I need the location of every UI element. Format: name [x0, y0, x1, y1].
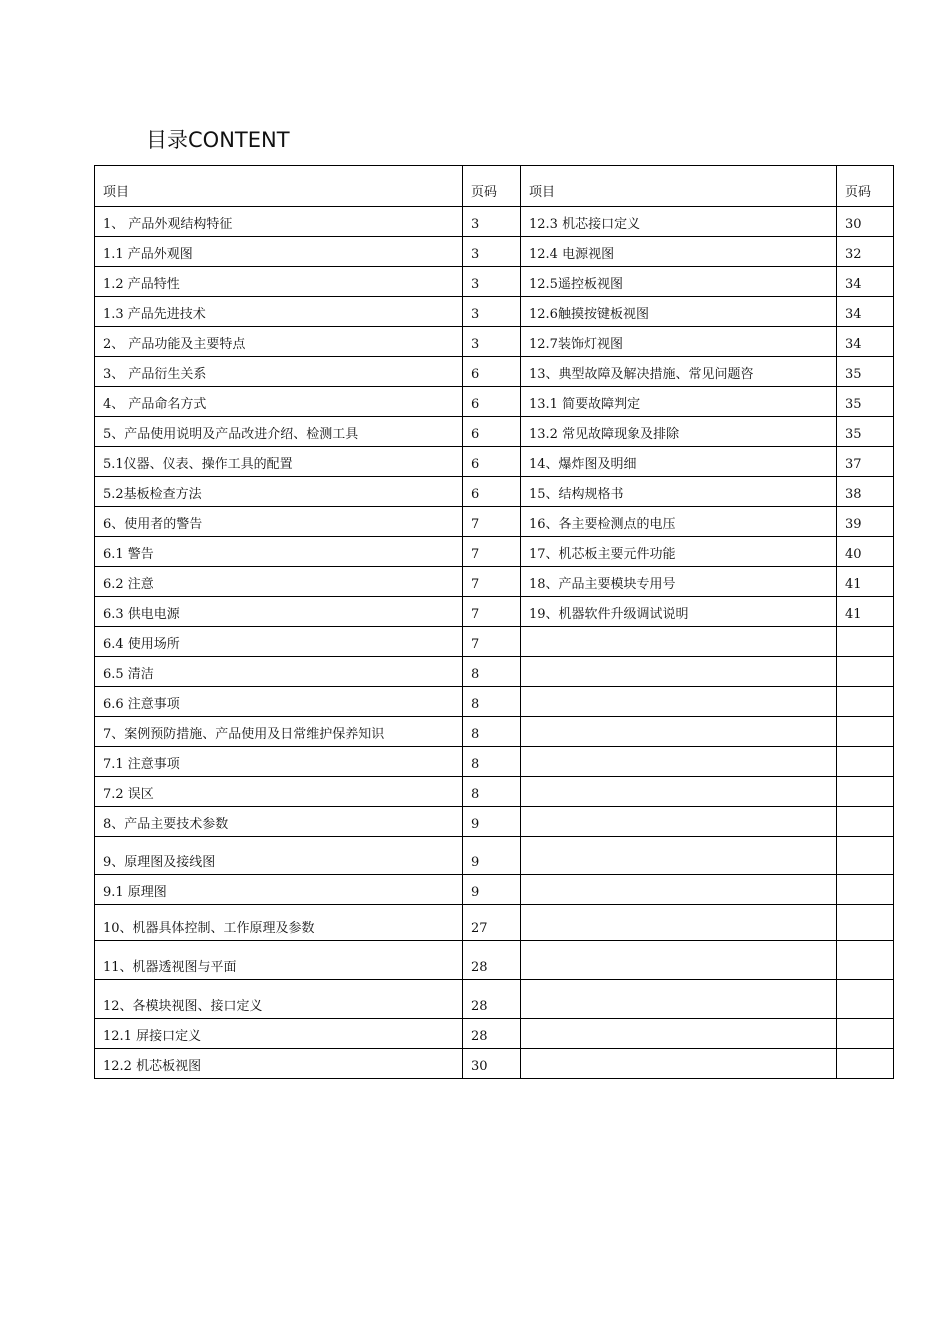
toc-cell-left-page: 3 [463, 327, 521, 357]
toc-cell-right-page [837, 1049, 894, 1079]
toc-cell-right-item [521, 837, 837, 875]
toc-cell-left-page: 28 [463, 941, 521, 980]
toc-cell-right-page: 40 [837, 537, 894, 567]
toc-cell-left-item: 12.2 机芯板视图 [95, 1049, 463, 1079]
toc-cell-right-item [521, 807, 837, 837]
toc-cell-left-page: 9 [463, 875, 521, 905]
toc-cell-left-page: 7 [463, 627, 521, 657]
header-item-left: 项目 [95, 166, 463, 207]
toc-cell-right-item [521, 1049, 837, 1079]
toc-cell-right-page: 34 [837, 327, 894, 357]
toc-row [95, 905, 894, 941]
toc-row [95, 237, 894, 267]
toc-cell-right-page: 34 [837, 267, 894, 297]
toc-cell-left-item: 1、 产品外观结构特征 [95, 207, 463, 237]
toc-cell-right-page [837, 941, 894, 980]
toc-cell-left-page: 8 [463, 657, 521, 687]
toc-cell-right-page: 35 [837, 357, 894, 387]
toc-cell-right-item: 12.6触摸按键板视图 [521, 297, 837, 327]
toc-cell-right-item: 12.5遥控板视图 [521, 267, 837, 297]
toc-cell-right-page [837, 657, 894, 687]
toc-row [95, 357, 894, 387]
toc-row [95, 297, 894, 327]
toc-cell-right-page [837, 717, 894, 747]
toc-cell-left-page: 30 [463, 1049, 521, 1079]
toc-cell-left-page: 27 [463, 905, 521, 941]
toc-row [95, 507, 894, 537]
toc-cell-left-item: 1.3 产品先进技术 [95, 297, 463, 327]
toc-cell-right-item [521, 875, 837, 905]
toc-row [95, 837, 894, 875]
toc-cell-right-page [837, 777, 894, 807]
toc-cell-left-page: 8 [463, 717, 521, 747]
toc-row [95, 747, 894, 777]
toc-cell-left-page: 28 [463, 980, 521, 1019]
toc-cell-right-item [521, 687, 837, 717]
toc-row [95, 417, 894, 447]
toc-cell-right-item: 19、机器软件升级调试说明 [521, 597, 837, 627]
toc-cell-right-page [837, 905, 894, 941]
header-page-left: 页码 [463, 166, 521, 207]
toc-header-row [95, 166, 894, 207]
toc-row [95, 657, 894, 687]
toc-cell-right-item [521, 747, 837, 777]
toc-cell-right-page: 39 [837, 507, 894, 537]
toc-cell-right-page: 41 [837, 567, 894, 597]
toc-cell-left-item: 6.4 使用场所 [95, 627, 463, 657]
toc-cell-right-item: 14、爆炸图及明细 [521, 447, 837, 477]
toc-cell-left-page: 8 [463, 747, 521, 777]
toc-row [95, 807, 894, 837]
toc-table [94, 165, 894, 1079]
toc-row [95, 387, 894, 417]
toc-cell-left-page: 3 [463, 237, 521, 267]
header-page-right: 页码 [837, 166, 894, 207]
toc-cell-left-item: 6.3 供电电源 [95, 597, 463, 627]
toc-cell-left-page: 6 [463, 417, 521, 447]
toc-cell-right-item: 12.7装饰灯视图 [521, 327, 837, 357]
toc-cell-left-item: 6.5 清洁 [95, 657, 463, 687]
toc-cell-right-item [521, 941, 837, 980]
toc-cell-right-page: 41 [837, 597, 894, 627]
toc-cell-right-page [837, 980, 894, 1019]
toc-row [95, 447, 894, 477]
toc-cell-right-item: 18、产品主要模块专用号 [521, 567, 837, 597]
toc-row [95, 980, 894, 1019]
toc-cell-right-page: 34 [837, 297, 894, 327]
toc-cell-left-item: 11、机器透视图与平面 [95, 941, 463, 980]
page-title: 目录CONTENT [146, 128, 290, 152]
toc-cell-left-page: 6 [463, 447, 521, 477]
toc-cell-right-page [837, 627, 894, 657]
toc-cell-right-item [521, 657, 837, 687]
toc-row [95, 687, 894, 717]
toc-cell-left-page: 3 [463, 267, 521, 297]
toc-row [95, 267, 894, 297]
toc-cell-right-item [521, 905, 837, 941]
toc-cell-left-page: 28 [463, 1019, 521, 1049]
toc-cell-left-page: 6 [463, 387, 521, 417]
toc-row [95, 477, 894, 507]
toc-cell-right-item: 13.2 常见故障现象及排除 [521, 417, 837, 447]
toc-cell-left-page: 7 [463, 507, 521, 537]
toc-cell-left-item: 12、各模块视图、接口定义 [95, 980, 463, 1019]
toc-cell-right-page [837, 837, 894, 875]
toc-row [95, 1019, 894, 1049]
toc-row [95, 941, 894, 980]
toc-cell-right-item: 17、机芯板主要元件功能 [521, 537, 837, 567]
toc-cell-right-item [521, 627, 837, 657]
toc-cell-right-page [837, 1019, 894, 1049]
toc-cell-left-item: 5.1仪器、仪表、操作工具的配置 [95, 447, 463, 477]
toc-cell-left-item: 1.2 产品特性 [95, 267, 463, 297]
toc-row [95, 717, 894, 747]
toc-cell-right-page: 37 [837, 447, 894, 477]
toc-cell-right-item [521, 717, 837, 747]
toc-cell-left-page: 8 [463, 687, 521, 717]
toc-cell-left-item: 4、 产品命名方式 [95, 387, 463, 417]
toc-cell-left-item: 7.1 注意事项 [95, 747, 463, 777]
toc-cell-left-item: 2、 产品功能及主要特点 [95, 327, 463, 357]
toc-cell-left-item: 5、产品使用说明及产品改进介绍、检测工具 [95, 417, 463, 447]
toc-cell-left-page: 7 [463, 567, 521, 597]
toc-cell-right-item: 12.3 机芯接口定义 [521, 207, 837, 237]
toc-cell-right-item: 15、结构规格书 [521, 477, 837, 507]
toc-cell-right-item: 16、各主要检测点的电压 [521, 507, 837, 537]
toc-cell-left-page: 9 [463, 837, 521, 875]
toc-row [95, 627, 894, 657]
toc-cell-left-item: 6、使用者的警告 [95, 507, 463, 537]
toc-cell-left-page: 3 [463, 297, 521, 327]
toc-cell-right-item: 13、典型故障及解决措施、常见问题咨 [521, 357, 837, 387]
toc-cell-right-page [837, 687, 894, 717]
toc-row [95, 567, 894, 597]
toc-cell-right-page: 32 [837, 237, 894, 267]
toc-cell-left-item: 7.2 误区 [95, 777, 463, 807]
toc-cell-left-page: 6 [463, 357, 521, 387]
toc-cell-left-item: 7、案例预防措施、产品使用及日常维护保养知识 [95, 717, 463, 747]
toc-row [95, 207, 894, 237]
toc-cell-left-item: 12.1 屏接口定义 [95, 1019, 463, 1049]
toc-row [95, 1049, 894, 1079]
toc-cell-left-item: 9、原理图及接线图 [95, 837, 463, 875]
toc-cell-right-page [837, 807, 894, 837]
toc-row [95, 597, 894, 627]
toc-cell-right-page [837, 875, 894, 905]
toc-cell-left-item: 6.2 注意 [95, 567, 463, 597]
toc-cell-left-page: 9 [463, 807, 521, 837]
toc-cell-right-page: 38 [837, 477, 894, 507]
toc-cell-right-page: 30 [837, 207, 894, 237]
toc-cell-left-page: 6 [463, 477, 521, 507]
toc-cell-right-item: 13.1 简要故障判定 [521, 387, 837, 417]
toc-cell-left-item: 9.1 原理图 [95, 875, 463, 905]
toc-cell-left-item: 6.1 警告 [95, 537, 463, 567]
toc-cell-right-page [837, 747, 894, 777]
toc-cell-left-item: 10、机器具体控制、工作原理及参数 [95, 905, 463, 941]
toc-cell-right-item [521, 777, 837, 807]
toc-cell-left-item: 3、 产品衍生关系 [95, 357, 463, 387]
toc-cell-left-page: 3 [463, 207, 521, 237]
toc-row [95, 327, 894, 357]
toc-cell-right-page: 35 [837, 387, 894, 417]
toc-cell-left-item: 6.6 注意事项 [95, 687, 463, 717]
toc-cell-right-item [521, 1019, 837, 1049]
toc-cell-left-item: 5.2基板检查方法 [95, 477, 463, 507]
toc-cell-left-item: 1.1 产品外观图 [95, 237, 463, 267]
toc-cell-left-item: 8、产品主要技术参数 [95, 807, 463, 837]
toc-cell-right-page: 35 [837, 417, 894, 447]
toc-cell-left-page: 7 [463, 537, 521, 567]
header-item-right: 项目 [521, 166, 837, 207]
toc-row [95, 537, 894, 567]
toc-cell-left-page: 8 [463, 777, 521, 807]
toc-row [95, 777, 894, 807]
toc-cell-right-item [521, 980, 837, 1019]
toc-cell-left-page: 7 [463, 597, 521, 627]
toc-row [95, 875, 894, 905]
toc-cell-right-item: 12.4 电源视图 [521, 237, 837, 267]
